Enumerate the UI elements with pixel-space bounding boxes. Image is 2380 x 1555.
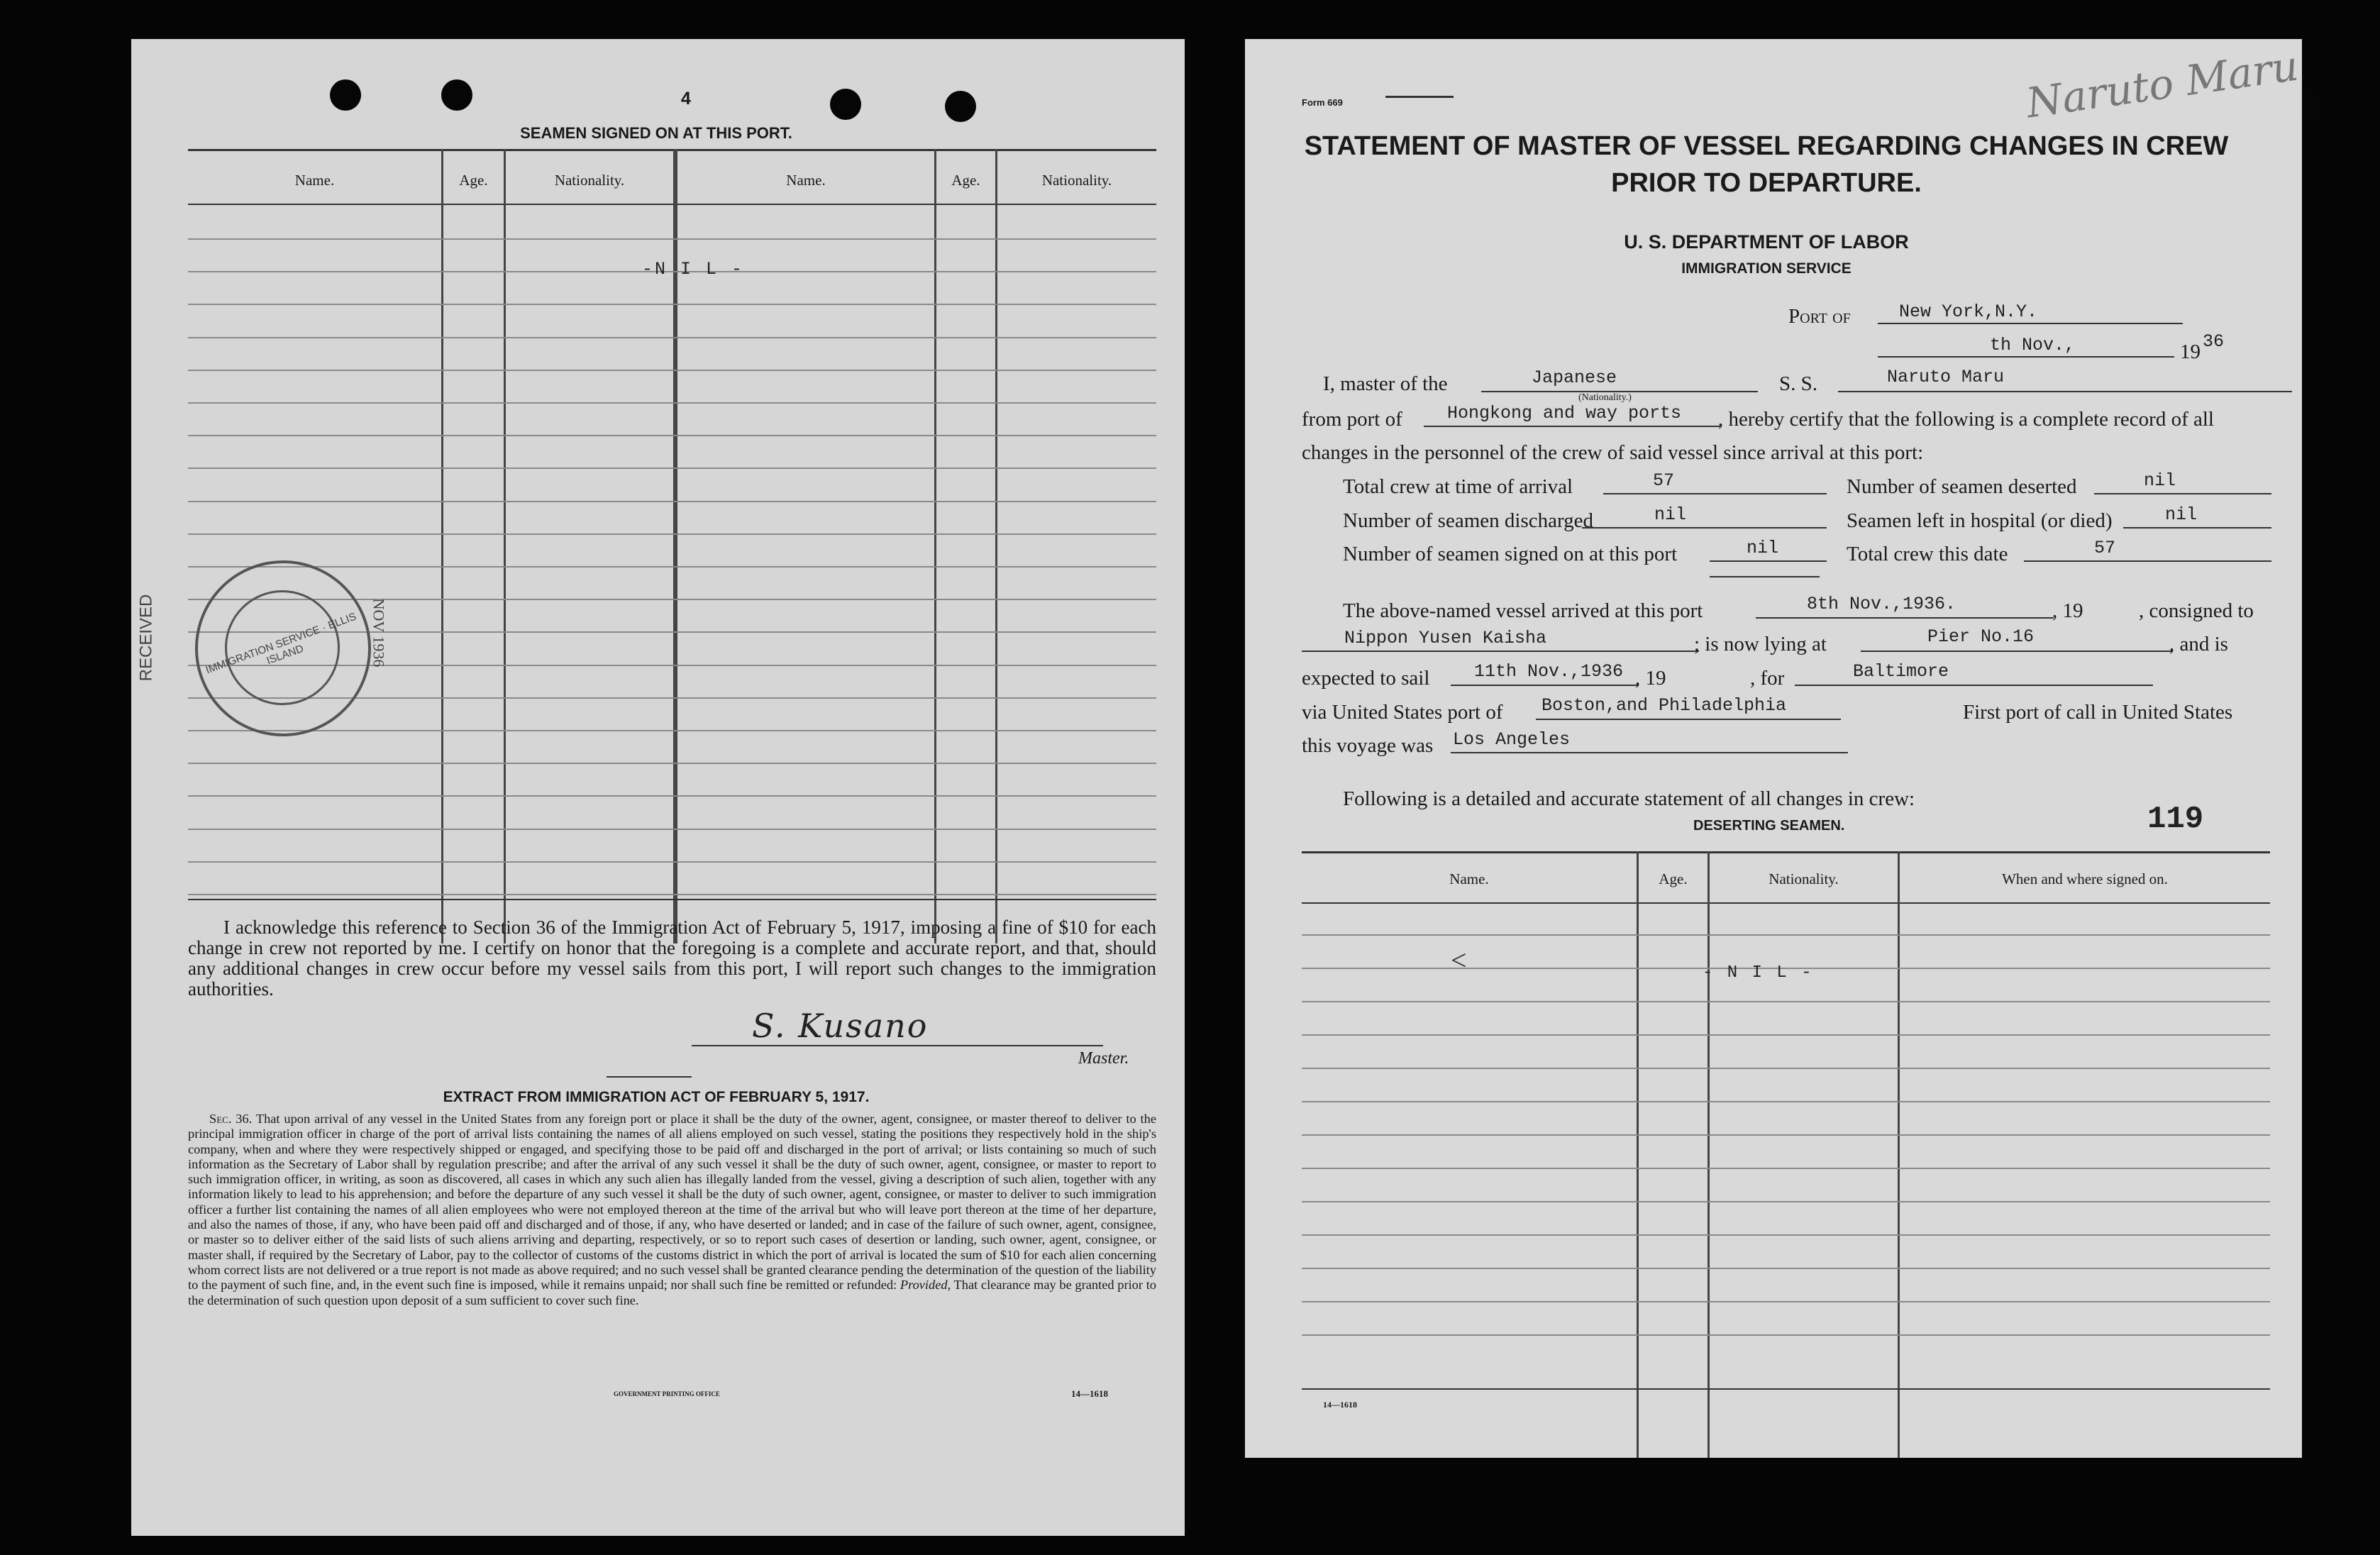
ss-label: S. S. [1779,372,1818,395]
table-header-rule [1302,902,2270,904]
table-row-rule [188,238,1156,240]
form-title-line1: STATEMENT OF MASTER OF VESSEL REGARDING CHANGES IN CREW [1304,131,2229,161]
form-number: Form 669 [1302,97,1343,108]
stamp-text: IMMIGRATION SERVICE · ELLIS ISLAND [204,610,358,677]
col-age: Age. [951,172,980,189]
first-port-label: First port of call in United States [1963,701,2233,724]
col-name: Name. [1449,870,1489,887]
arrived-line [1756,617,2054,619]
arrived-label: The above-named vessel arrived at this port [1343,599,1703,622]
lying-line [1861,651,2173,652]
via-value: Boston,and Philadelphia [1542,695,1787,716]
col-divider [441,149,443,943]
sail-label: expected to sail [1302,667,1430,690]
total-today: 57 [2094,538,2116,558]
immigration-stamp [195,560,388,736]
via-line [1536,719,1841,720]
discharged-line [1582,527,1827,529]
for-value: Baltimore [1853,661,1949,682]
received-stamp: RECEIVED [136,594,156,682]
deserting-title: DESERTING SEAMEN. [1693,818,1845,834]
discharged-label: Number of seamen discharged [1343,509,1593,532]
from-port-value: Hongkong and way ports [1447,403,1682,424]
col-name: Name. [786,172,826,189]
year-prefix: 19 [2180,341,2201,363]
col-age: Age. [1659,870,1688,887]
port-value: New York,N.Y. [1899,301,2038,322]
table-row-rule [188,730,1156,731]
sheet-number: 119 [2147,802,2204,837]
table-row-rule [1302,1234,2270,1236]
col-divider [1637,851,1639,1458]
changes-text: changes in the personnel of the crew of said vessel since arrival at this port: [1302,441,1924,464]
table-bottom-rule [1302,1388,2270,1390]
voyage-label: this voyage was [1302,734,1434,757]
pen-mark: < [1451,944,1467,976]
arrived-value: 8th Nov.,1936. [1807,594,1956,614]
table-row-rule [188,763,1156,764]
extract-section: Sec. 36. [209,1112,253,1126]
table-row-rule [188,435,1156,436]
table-row-rule [188,304,1156,305]
for-label: , for [1750,667,1785,690]
from-port-label: from port of [1302,408,1402,431]
extract-proviso: That clearance may be granted prior to the determination of such question upon deposit of a sum sufficient to cover such fine. [188,1278,1156,1307]
table-top-rule [188,149,1156,151]
table-row-rule [188,566,1156,568]
printer-credit: GOVERNMENT PRINTING OFFICE [614,1390,720,1398]
sail-19: , 19 [1635,667,1666,690]
service: IMMIGRATION SERVICE [1681,260,1852,277]
col-nationality: Nationality. [1041,172,1112,189]
punch-hole [945,91,976,122]
signed-on-line [1710,560,1827,562]
lying-label: ; is now lying at [1694,633,1827,655]
table-bottom-rule [188,899,1156,900]
deserted-label: Number of seamen deserted [1847,475,2077,498]
arrived-19: , 19 [2052,599,2083,622]
extract-text [188,1112,1156,1308]
table-row-rule [1302,1068,2270,1069]
col-nationality: Nationality. [554,172,625,189]
table-top-rule [1302,851,2270,853]
right-page [1245,39,2302,1458]
left-page [131,39,1185,1536]
table-row-rule [188,795,1156,797]
table-row-rule [188,501,1156,502]
right-form-code: 14—1618 [1323,1400,1357,1410]
extract-proviso-word: Provided, [900,1278,951,1293]
col-divider [1898,851,1900,1458]
master-label: Master. [1078,1049,1129,1068]
following-text: Following is a detailed and accurate statement of all changes in crew: [1343,787,1915,810]
table-row-rule [188,829,1156,830]
table-row-rule [1302,1034,2270,1036]
page-number: 4 [681,89,691,109]
form-title [1245,128,2288,201]
col-divider [504,149,506,943]
table-row-rule [1302,1101,2270,1102]
date-value: th Nov., [1990,335,2076,355]
col-nationality: Nationality. [1769,870,1839,887]
rule [607,1076,692,1078]
table-row-rule [1302,1001,2270,1002]
table-row-rule [1302,1301,2270,1302]
consignee-line [1302,651,1699,652]
table-row-rule [188,370,1156,371]
col-divider [1707,851,1710,1458]
hospital: nil [2165,504,2198,525]
col-when-where: When and where signed on. [2002,870,2168,887]
punch-hole [830,89,861,120]
stamp-date: NOV 1936 [370,598,388,668]
hospital-line [2123,527,2271,529]
table-row-rule [1302,1268,2270,1269]
total-crew-arrival-label: Total crew at time of arrival [1343,475,1573,498]
date-line [1878,356,2174,358]
ship-name: Naruto Maru [1887,367,2005,387]
seamen-signed-on-title: SEAMEN SIGNED ON AT THIS PORT. [520,124,792,142]
extract-body: That upon arrival of any vessel in the United States from any foreign port or place it shall be the duty of the owner, agent, consignee, or master thereof to deliver to the principal immigration officer in charge of the port of arrival lists containing the names of all aliens employed on such vessel, stating the positions they respectively hold in the ship's company, when and where they were respectively shipped or engaged, and specifying those to be paid off and discharged in the port of arrival; or lists containing so much of such information as the Secretary of Labor shall by regulation prescribe; and after the arrival of any such vessel it shall be the duty of such owner, agent, consignee, or master to report to such immigration officer, in writing, as soon as discovered, all cases in which any such alien has illegally landed from the vessel, giving a description of such alien, together with any information likely to lead to his apprehension; and before the departure of any such vessel it shall be the duty of such owner, agent, consignee, or master to deliver to such immigration officer a further list containing the names of all alien employees who were not employed thereon at the time of the arrival but who will leave port thereon at the time of her departure, and also the names of those, if any, who have been paid off and discharged and of those, if any, who have deserted or landed; and in case of the failure of such owner, agent, consignee, or master so to deliver either of the said lists of such aliens arriving and departing, respectively, or so to report such cases of desertion or landing, such owner, agent, consignee, or master shall, if required by the Secretary of Labor, pay to the collector of customs of the customs district in which the port of arrival is located the sum of $10 for each alien concerning whom correct lists are not delivered or a true report is not made as above required; and no such vessel shall be granted clearance pending the determination of the question of the liability to the payment of such fine, and, in the event such fine is imposed, while it remains unpaid; nor shall such fine be remitted or refunded: [188,1112,1157,1293]
nil-mark: -N I L - [642,259,745,280]
extract-title: EXTRACT FROM IMMIGRATION ACT OF FEBRUARY 5, 1917. [443,1089,870,1105]
total-crew-arrival-line [1603,493,1827,494]
table-row-rule [188,861,1156,863]
for-line [1795,685,2153,686]
total-today-line [2024,560,2271,562]
year-suffix: 36 [2203,331,2225,352]
table-row-rule [1302,1168,2270,1169]
signed-on: nil [1747,538,1779,558]
table-row-rule [1302,1201,2270,1202]
table-row-rule [188,337,1156,338]
port-line [1878,323,2183,324]
port-label: Port of [1788,305,1851,328]
punch-hole [441,79,472,111]
left-form-code: 14—1618 [1071,1388,1108,1399]
discharged: nil [1654,504,1687,525]
table-row-rule [1302,934,2270,936]
handwritten-annotation: Naruto Maru [2023,41,2301,128]
deserted-line [2094,493,2271,494]
rule [1710,576,1820,577]
master-signature: S. Kusano [752,1007,929,1045]
table-row-rule [188,402,1156,404]
from-port-line [1424,426,1720,427]
consignee: Nippon Yusen Kaisha [1344,628,1547,648]
total-crew-arrival: 57 [1653,470,1675,491]
sail-line [1451,685,1639,686]
nil-mark: - N I L - [1703,963,1814,983]
table-row-rule [1302,1134,2270,1136]
nationality-value: Japanese [1532,367,1617,388]
and-is: , and is [2169,633,2228,655]
total-today-label: Total crew this date [1847,543,2008,565]
certification-text: I acknowledge this reference to Section 36 of the Immigration Act of February 5, 1917, imposing a fine of $10 for each change in crew not reported by me. I certify on honor that the foregoing is a complete and accurate report, and that, should any additional changes in crew occur before my vessel sails from this port, I will report such changes to the immigration authorities. [188,917,1156,1000]
ship-line [1838,391,2292,392]
nationality-caption: (Nationality.) [1578,392,1632,403]
col-age: Age. [459,172,488,189]
col-divider [934,149,936,943]
table-row-rule [188,533,1156,535]
col-name: Name. [294,172,335,189]
table-header-rule [188,204,1156,205]
table-row-rule [188,467,1156,469]
table-row-rule [188,894,1156,895]
sail-value: 11th Nov.,1936 [1474,661,1624,682]
lying-value: Pier No.16 [1927,626,2035,647]
certify-text: , hereby certify that the following is a complete record of all [1718,408,2214,431]
table-row-rule [1302,1334,2270,1336]
signature-line [692,1045,1103,1046]
punch-hole [330,79,361,111]
deserted: nil [2144,470,2176,491]
department: U. S. DEPARTMENT OF LABOR [1624,231,1909,253]
form-title-line2: PRIOR TO DEPARTURE. [1611,168,1922,198]
master-of-label: I, master of the [1323,372,1448,395]
voyage-line [1451,752,1848,753]
hospital-label: Seamen left in hospital (or died) [1847,509,2113,532]
col-divider [995,149,997,943]
rule [1385,96,1454,98]
consigned-label: , consigned to [2139,599,2254,622]
voyage-value: Los Angeles [1453,729,1571,750]
via-label: via United States port of [1302,701,1503,724]
signed-on-label: Number of seamen signed on at this port [1343,543,1678,565]
